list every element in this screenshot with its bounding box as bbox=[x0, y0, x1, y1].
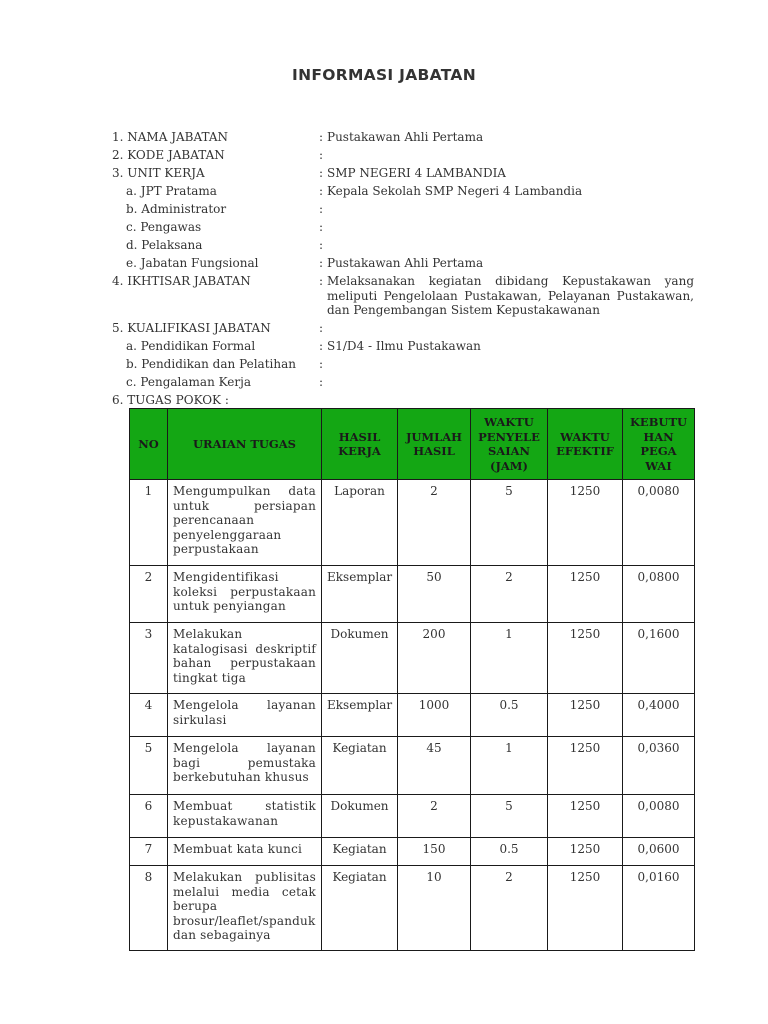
field-nama-jabatan bbox=[112, 130, 694, 148]
table-row bbox=[130, 623, 695, 694]
cell-hasil: Dokumen bbox=[322, 623, 398, 694]
cell-jumlah: 45 bbox=[398, 737, 471, 795]
cell-uraian: Mengidentifikasi koleksi perpustakaan untuk penyiangan bbox=[168, 566, 322, 623]
cell-waktu: 5 bbox=[471, 480, 548, 566]
cell-efektif: 1250 bbox=[548, 838, 623, 866]
header-uraian-tugas: URAIAN TUGAS bbox=[168, 409, 322, 480]
cell-jumlah: 150 bbox=[398, 838, 471, 866]
cell-uraian: Mengumpulkan data untuk persiapan perencanaan penyelenggaraan perpustakaan bbox=[168, 480, 322, 566]
cell-hasil: Eksemplar bbox=[322, 566, 398, 623]
field-label: 5. KUALIFIKASI JABATAN bbox=[112, 321, 271, 335]
cell-kebutuhan: 0,0160 bbox=[623, 866, 695, 951]
cell-no: 7 bbox=[130, 838, 168, 866]
cell-hasil: Dokumen bbox=[322, 795, 398, 838]
header-no: NO bbox=[130, 409, 168, 480]
cell-uraian: Mengelola layanan bagi pemustaka berkebutuhan khusus bbox=[168, 737, 322, 795]
header-jumlah-hasil: JUMLAH HASIL bbox=[398, 409, 471, 480]
field-value: Pustakawan Ahli Pertama bbox=[327, 130, 484, 144]
header-waktu-penyelesaian: WAKTU PENYELE SAIAN (JAM) bbox=[471, 409, 548, 480]
field-separator: : bbox=[319, 375, 324, 389]
field-label: 3. UNIT KERJA bbox=[112, 166, 205, 180]
field-separator: : bbox=[319, 130, 324, 144]
cell-jumlah: 200 bbox=[398, 623, 471, 694]
field-value: S1/D4 - Ilmu Pustakawan bbox=[327, 339, 481, 353]
header-hasil-kerja: HASIL KERJA bbox=[322, 409, 398, 480]
field-value bbox=[327, 202, 694, 220]
field-label: 6. TUGAS POKOK : bbox=[112, 393, 229, 407]
field-label: 1. NAMA JABATAN bbox=[112, 130, 229, 144]
field-label: c. Pengawas bbox=[126, 220, 202, 234]
cell-hasil: Kegiatan bbox=[322, 838, 398, 866]
field-pendidikan-pelatihan bbox=[112, 357, 694, 375]
field-label: c. Pengalaman Kerja bbox=[126, 375, 251, 389]
table-row bbox=[130, 480, 695, 566]
field-unit-kerja bbox=[112, 166, 694, 184]
table-row bbox=[130, 866, 695, 951]
cell-hasil: Eksemplar bbox=[322, 694, 398, 737]
cell-waktu: 2 bbox=[471, 566, 548, 623]
field-separator: : bbox=[319, 220, 324, 234]
cell-kebutuhan: 0,0800 bbox=[623, 566, 695, 623]
cell-uraian: Membuat statistik kepustakawanan bbox=[168, 795, 322, 838]
cell-kebutuhan: 0,0600 bbox=[623, 838, 695, 866]
header-waktu-efektif: WAKTU EFEKTIF bbox=[548, 409, 623, 480]
field-value bbox=[327, 357, 694, 375]
field-kualifikasi-jabatan bbox=[112, 321, 694, 339]
cell-hasil: Laporan bbox=[322, 480, 398, 566]
field-label: b. Administrator bbox=[126, 202, 227, 216]
cell-no: 6 bbox=[130, 795, 168, 838]
field-label: 4. IKHTISAR JABATAN bbox=[112, 274, 251, 288]
cell-no: 5 bbox=[130, 737, 168, 795]
field-jpt-pratama bbox=[112, 184, 694, 202]
table-header-row bbox=[130, 409, 695, 480]
tugas-pokok-table-wrapper bbox=[129, 408, 694, 951]
field-pengalaman-kerja bbox=[112, 375, 694, 393]
cell-hasil: Kegiatan bbox=[322, 866, 398, 951]
field-separator: : bbox=[319, 256, 324, 270]
field-value: Melaksanakan kegiatan dibidang Kepustakawan yang meliputi Pengelolaan Pustakawan, Pelayanan Pustakawan, dan Pengembangan Sistem Kepustakawanan bbox=[327, 274, 694, 317]
cell-efektif: 1250 bbox=[548, 737, 623, 795]
cell-efektif: 1250 bbox=[548, 623, 623, 694]
field-value bbox=[327, 375, 694, 393]
field-pendidikan-formal bbox=[112, 339, 694, 357]
table-row bbox=[130, 694, 695, 737]
table-row bbox=[130, 795, 695, 838]
cell-no: 8 bbox=[130, 866, 168, 951]
cell-jumlah: 2 bbox=[398, 795, 471, 838]
cell-uraian: Melakukan katalogisasi deskriptif bahan perpustakaan tingkat tiga bbox=[168, 623, 322, 694]
field-separator: : bbox=[319, 148, 324, 162]
field-pengawas bbox=[112, 220, 694, 238]
field-value bbox=[327, 148, 694, 166]
field-separator: : bbox=[319, 238, 324, 252]
field-administrator bbox=[112, 202, 694, 220]
cell-hasil: Kegiatan bbox=[322, 737, 398, 795]
field-label: a. JPT Pratama bbox=[126, 184, 217, 198]
cell-efektif: 1250 bbox=[548, 566, 623, 623]
field-separator: : bbox=[319, 184, 324, 198]
document-title: INFORMASI JABATAN bbox=[292, 66, 476, 84]
field-value: Kepala Sekolah SMP Negeri 4 Lambandia bbox=[327, 184, 583, 198]
field-value bbox=[327, 321, 694, 339]
table-row bbox=[130, 838, 695, 866]
cell-kebutuhan: 0,0080 bbox=[623, 480, 695, 566]
field-ikhtisar-jabatan bbox=[112, 274, 694, 321]
field-pelaksana bbox=[112, 238, 694, 256]
field-value bbox=[327, 220, 694, 238]
cell-jumlah: 50 bbox=[398, 566, 471, 623]
cell-jumlah: 2 bbox=[398, 480, 471, 566]
cell-waktu: 2 bbox=[471, 866, 548, 951]
cell-kebutuhan: 0,0080 bbox=[623, 795, 695, 838]
header-kebutuhan-pegawai: KEBUTU HAN PEGA WAI bbox=[623, 409, 695, 480]
cell-no: 2 bbox=[130, 566, 168, 623]
field-label: d. Pelaksana bbox=[126, 238, 203, 252]
cell-kebutuhan: 0,1600 bbox=[623, 623, 695, 694]
cell-waktu: 5 bbox=[471, 795, 548, 838]
tugas-pokok-table bbox=[129, 408, 695, 951]
field-label: e. Jabatan Fungsional bbox=[126, 256, 259, 270]
field-separator: : bbox=[319, 166, 324, 180]
field-separator: : bbox=[319, 321, 324, 335]
field-label: 2. KODE JABATAN bbox=[112, 148, 225, 162]
cell-waktu: 1 bbox=[471, 623, 548, 694]
field-jabatan-fungsional bbox=[112, 256, 694, 274]
cell-efektif: 1250 bbox=[548, 480, 623, 566]
field-separator: : bbox=[319, 274, 324, 288]
job-info-section bbox=[112, 130, 694, 411]
cell-no: 1 bbox=[130, 480, 168, 566]
table-row bbox=[130, 566, 695, 623]
cell-jumlah: 1000 bbox=[398, 694, 471, 737]
cell-efektif: 1250 bbox=[548, 694, 623, 737]
cell-efektif: 1250 bbox=[548, 795, 623, 838]
cell-jumlah: 10 bbox=[398, 866, 471, 951]
cell-kebutuhan: 0,0360 bbox=[623, 737, 695, 795]
cell-waktu: 0.5 bbox=[471, 838, 548, 866]
cell-kebutuhan: 0,4000 bbox=[623, 694, 695, 737]
cell-waktu: 1 bbox=[471, 737, 548, 795]
cell-uraian: Mengelola layanan sirkulasi bbox=[168, 694, 322, 737]
cell-efektif: 1250 bbox=[548, 866, 623, 951]
field-value bbox=[327, 238, 694, 256]
field-separator: : bbox=[319, 357, 324, 371]
cell-uraian: Melakukan publisitas melalui media cetak berupa brosur/leaflet/spanduk dan sebagainya bbox=[168, 866, 322, 951]
cell-uraian: Membuat kata kunci bbox=[168, 838, 322, 866]
cell-no: 3 bbox=[130, 623, 168, 694]
field-kode-jabatan bbox=[112, 148, 694, 166]
cell-waktu: 0.5 bbox=[471, 694, 548, 737]
field-separator: : bbox=[319, 339, 324, 353]
field-value: SMP NEGERI 4 LAMBANDIA bbox=[327, 166, 506, 180]
table-row bbox=[130, 737, 695, 795]
field-value: Pustakawan Ahli Pertama bbox=[327, 256, 484, 270]
cell-no: 4 bbox=[130, 694, 168, 737]
field-label: a. Pendidikan Formal bbox=[126, 339, 256, 353]
field-label: b. Pendidikan dan Pelatihan bbox=[126, 357, 296, 371]
field-separator: : bbox=[319, 202, 324, 216]
